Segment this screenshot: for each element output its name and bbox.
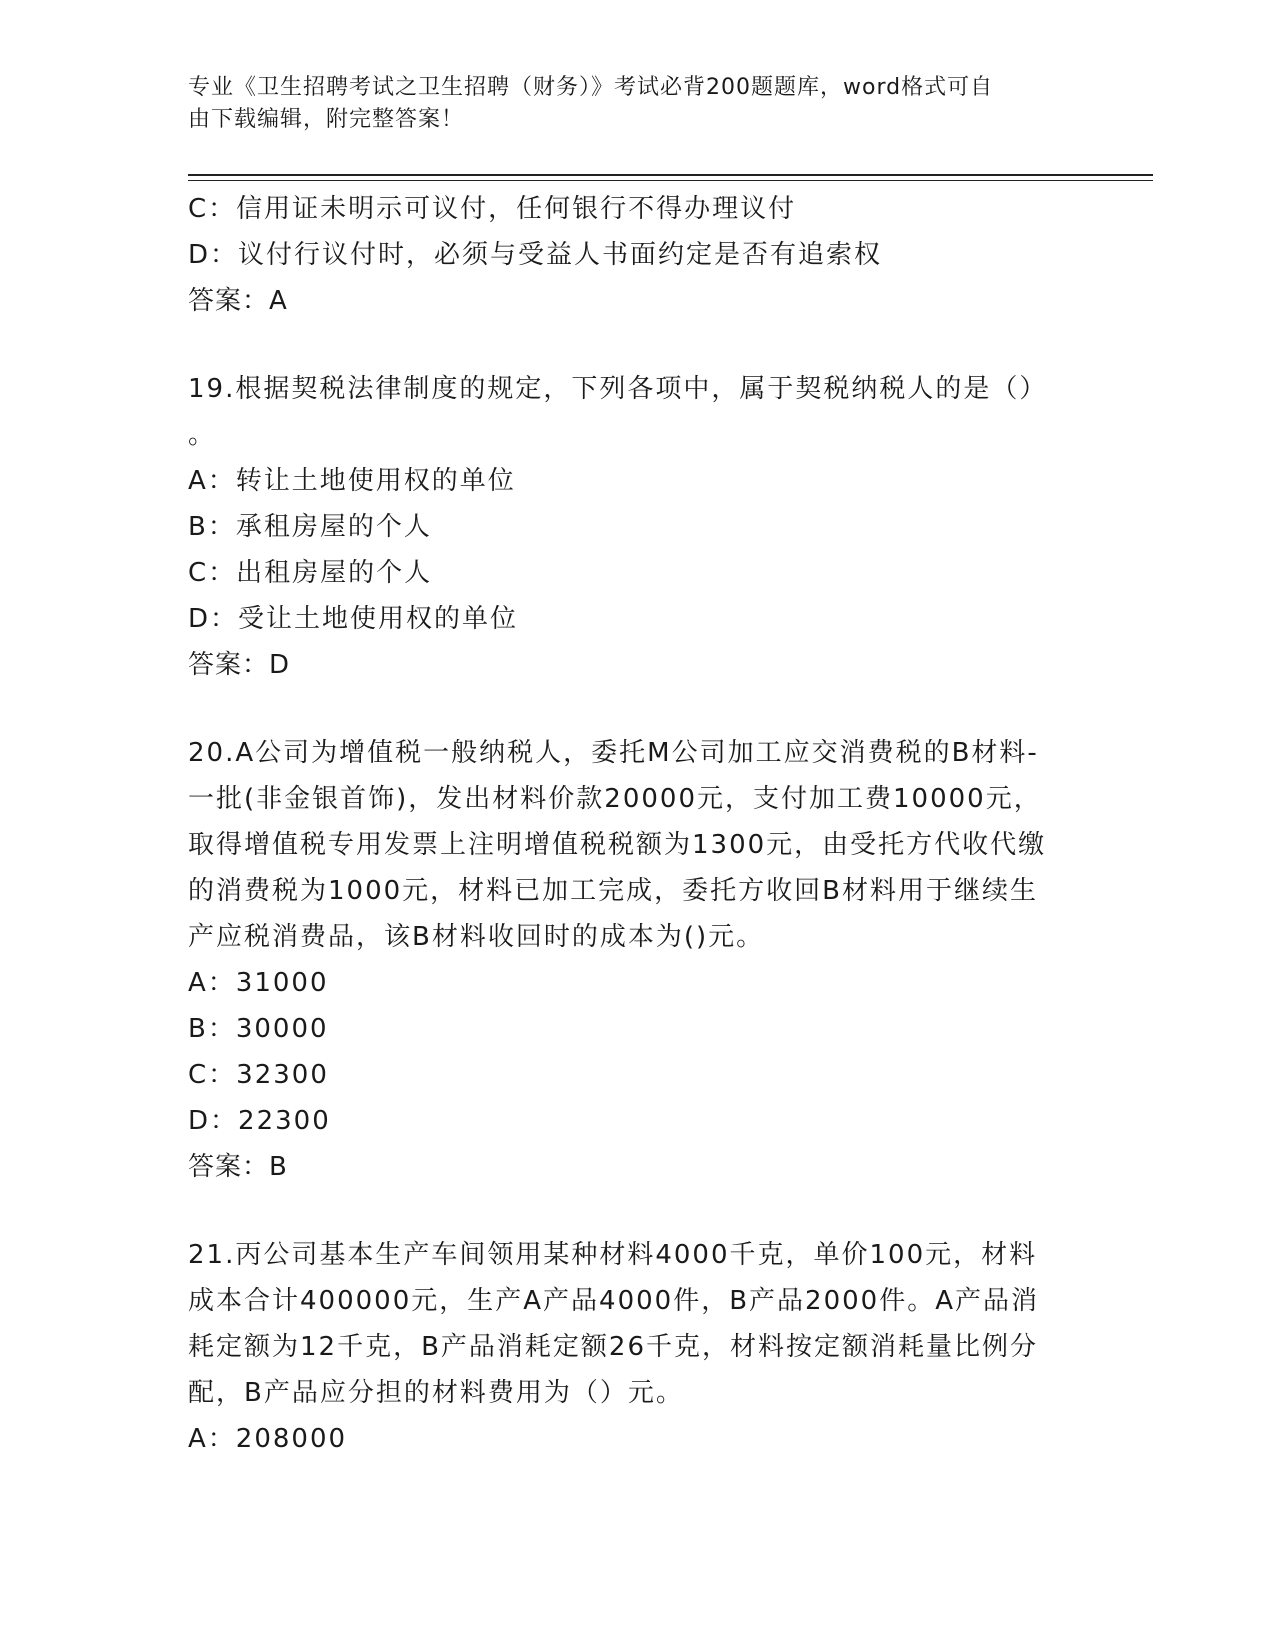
question-text-line: 19.根据契税法律制度的规定，下列各项中，属于契税纳税人的是（） — [188, 374, 1048, 404]
option-c: C：信用证未明示可议付，任何银行不得办理议付 — [188, 194, 797, 224]
option-c: C：32300 — [188, 1060, 329, 1090]
option-a: A：31000 — [188, 968, 329, 998]
option-b: B：承租房屋的个人 — [188, 512, 432, 542]
option-a: A：转让土地使用权的单位 — [188, 466, 516, 496]
question-text-line: 20.A公司为增值税一般纳税人，委托M公司加工应交消费税的B材料- — [188, 738, 1039, 768]
question-content — [188, 186, 1088, 1462]
header-line-2: 由下载编辑，附完整答案！ — [188, 107, 465, 132]
question-text-line: 产应税消费品，该B材料收回时的成本为()元。 — [188, 922, 765, 952]
answer-label: 答案：D — [188, 650, 291, 680]
answer-label: 答案：A — [188, 286, 288, 316]
continued-question — [188, 186, 1088, 324]
option-a: A：208000 — [188, 1424, 348, 1454]
question-19 — [188, 366, 1088, 688]
option-c: C：出租房屋的个人 — [188, 558, 433, 588]
question-text-line: 21.丙公司基本生产车间领用某种材料4000千克，单价100元，材料 — [188, 1240, 1038, 1270]
header-divider-thin — [188, 180, 1153, 181]
question-20 — [188, 730, 1088, 1190]
question-21 — [188, 1232, 1088, 1462]
option-d: D：议付行议付时，必须与受益人书面约定是否有追索权 — [188, 240, 883, 270]
question-text-line: 配，B产品应分担的材料费用为（）元。 — [188, 1378, 684, 1408]
question-text-line: 。 — [188, 420, 217, 450]
option-d: D：受让土地使用权的单位 — [188, 604, 519, 634]
document-header — [188, 72, 1068, 136]
question-text-line: 取得增值税专用发票上注明增值税税额为1300元，由受托方代收代缴 — [188, 830, 1047, 860]
option-b: B：30000 — [188, 1014, 329, 1044]
answer-label: 答案：B — [188, 1152, 288, 1182]
question-text-line: 耗定额为12千克，B产品消耗定额26千克，材料按定额消耗量比例分 — [188, 1332, 1039, 1362]
header-divider-thick — [188, 174, 1153, 176]
option-d: D：22300 — [188, 1106, 331, 1136]
header-line-1: 专业《卫生招聘考试之卫生招聘（财务）》考试必背200题题库，word格式可自 — [188, 75, 994, 100]
question-text-line: 成本合计400000元，生产A产品4000件，B产品2000件。A产品消 — [188, 1286, 1039, 1316]
question-text-line: 的消费税为1000元，材料已加工完成，委托方收回B材料用于继续生 — [188, 876, 1039, 906]
question-text-line: 一批(非金银首饰)，发出材料价款20000元，支付加工费10000元， — [188, 784, 1042, 814]
